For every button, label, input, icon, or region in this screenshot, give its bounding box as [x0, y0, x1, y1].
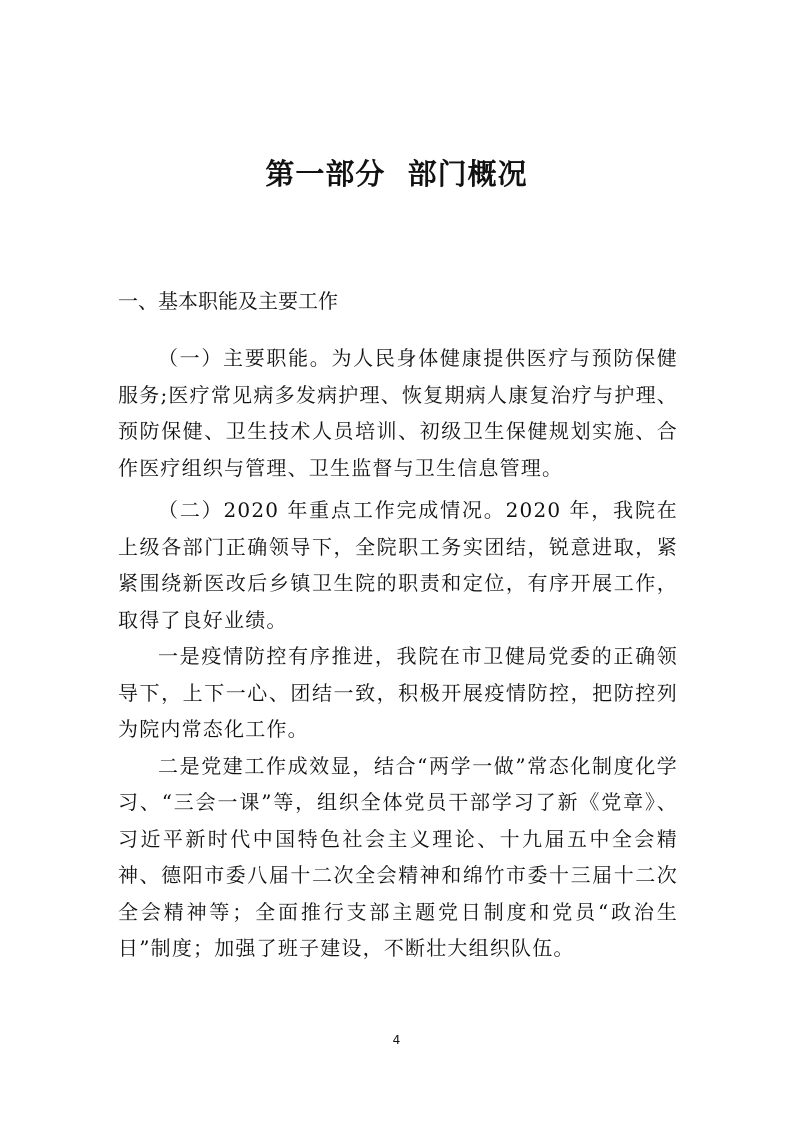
paragraph-2020-key-work: （二）2020 年重点工作完成情况。2020 年，我院在上级各部门正确领导下，全院职工务实团结，锐意进取，紧紧围绕新医改后乡镇卫生院的职责和定位，有序开展工作，取得了良好业绩。 — [118, 498, 678, 632]
paragraph-epidemic-control: 一是疫情防控有序推进，我院在市卫健局党委的正确领导下，上下一心、团结一致，积极开展疫情防控，把防控列为院内常态化工作。 — [118, 644, 678, 741]
page-number: 4 — [392, 1033, 401, 1047]
section-heading: 一、基本职能及主要工作 — [118, 289, 338, 313]
paragraph-party-building: 二是党建工作成效显，结合“两学一做”常态化制度化学习、“三会一课”等，组织全体党员干部学习了新《党章》、习近平新时代中国特色社会主义理论、十九届五中全会精神、德阳市委八届十二次全会精神和绵竹市委十三届十二次全会精神等；全面推行支部主题党日制度和党员“政治生日”制度；加强了班子建设，不断壮大组织队伍。 — [118, 753, 678, 960]
body-text — [118, 340, 678, 967]
paragraph-main-functions: （一）主要职能。为人民身体健康提供医疗与预防保健服务;医疗常见病多发病护理、恢复期病人康复治疗与护理、预防保健、卫生技术人员培训、初级卫生保健规划实施、合作医疗组织与管理、卫生监督与卫生信息管理。 — [118, 346, 678, 480]
page-title: 第一部分 部门概况 — [265, 157, 528, 191]
